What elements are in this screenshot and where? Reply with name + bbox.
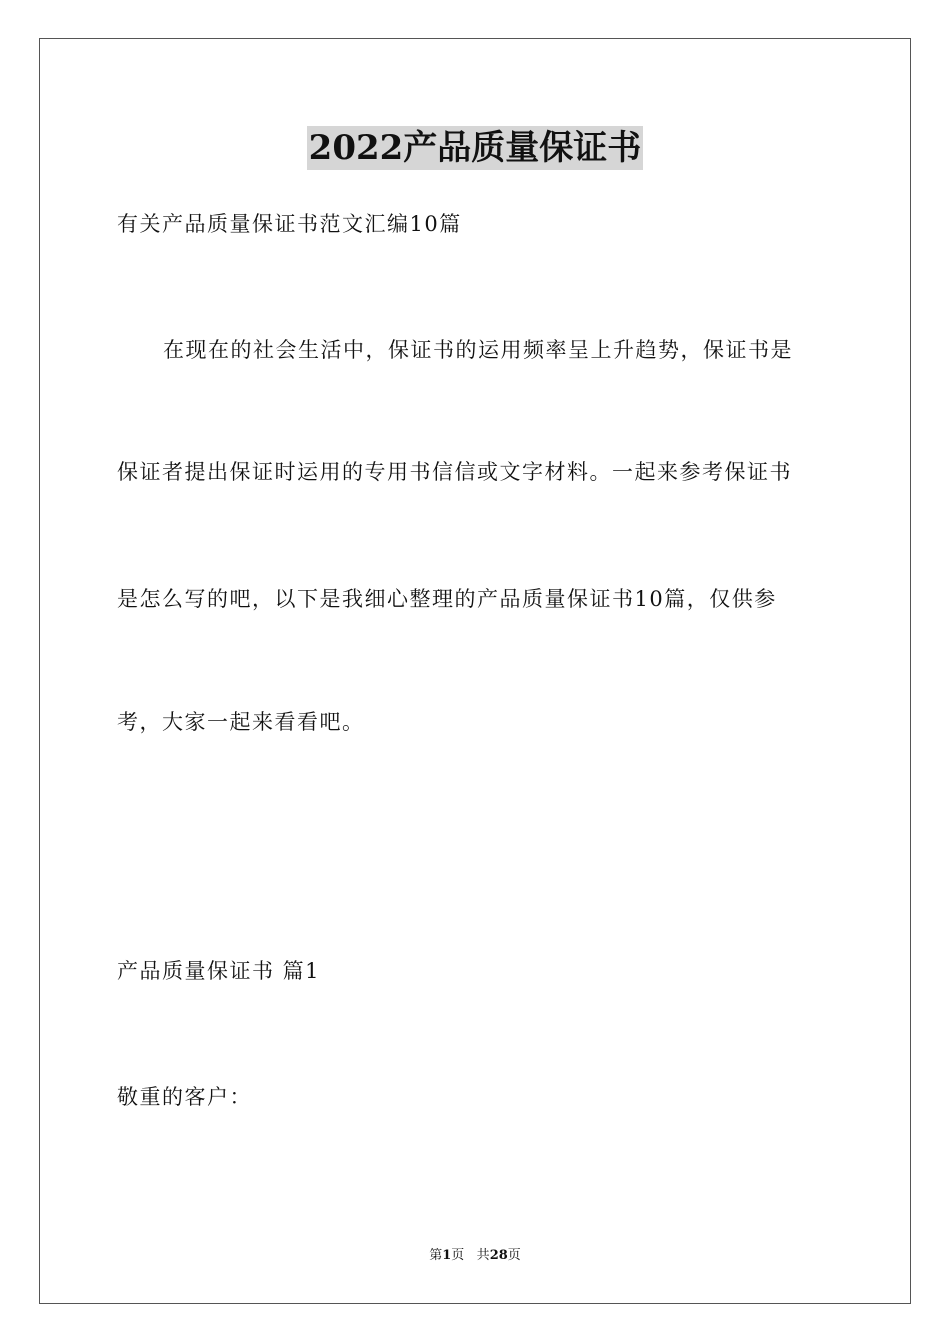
paragraph-line: 保证者提出保证时运用的专用书信信或文字材料。一起来参考保证书 [117, 460, 792, 484]
salutation: 敬重的客户： [117, 1085, 252, 1109]
page-footer [0, 1247, 950, 1265]
section-heading: 产品质量保证书 篇1 [117, 959, 321, 983]
footer-page-number: 1 [442, 1248, 452, 1263]
footer-total-prefix: 共 [476, 1248, 490, 1263]
paragraph-line: 是怎么写的吧，以下是我细心整理的产品质量保证书10篇，仅供参 [117, 587, 777, 611]
footer-total-pages: 28 [489, 1248, 508, 1263]
document-title: 2022产品质量保证书 [308, 128, 642, 168]
footer-total-suffix: 页 [507, 1248, 521, 1263]
footer-page-suffix: 页 [451, 1248, 465, 1263]
footer-page-prefix: 第 [429, 1248, 443, 1263]
paragraph-line: 在现在的社会生活中，保证书的运用频率呈上升趋势，保证书是 [163, 338, 793, 362]
document-subtitle: 有关产品质量保证书范文汇编10篇 [117, 212, 462, 236]
title-container [0, 126, 950, 170]
paragraph-line: 考，大家一起来看看吧。 [117, 710, 365, 734]
